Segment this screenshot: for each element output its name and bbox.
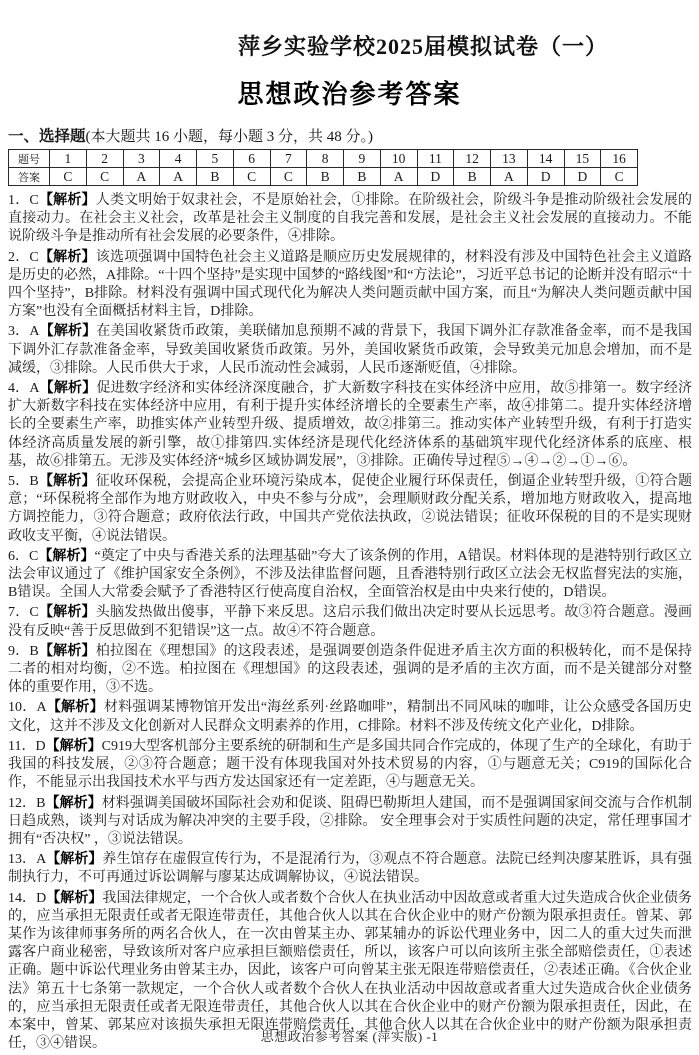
answer-cell: B [307, 168, 344, 186]
explanation-paragraph [8, 793, 692, 850]
question-number-cell: 7 [270, 150, 307, 168]
page-footer: 思想政治参考答案 (萍实版) -1 [260, 1029, 439, 1044]
analysis-tag: 【解析】 [45, 793, 102, 810]
explanation-paragraph [8, 546, 692, 603]
analysis-tag: 【解析】 [38, 191, 96, 207]
question-number-and-answer: 13．A [8, 852, 47, 868]
question-number-and-answer: 4．A [8, 381, 40, 397]
explanation-text: 促进数字经济和实体经济深度融合，扩大新数字科技在实体经济中应用，故⑤排第一。数字经济扩大新数字科技在实体经济中应用，有利于提升实体经济增长的全要素生产率，故④排第二。提升实体经济增长的全要素生产率，助推实体产业转型升级、提质增效，故②排第三。推动实体产业转型升级，有利于打造实体经济高质量发展的新引擎，故①排第四.实体经济是现代化经济体系的基础筑牢现代化经济体系的底座、根基，故⑥排第五。无涉及实体经济“城乡区域协调发展”，③排除。正确传导过程⑤→④→②→①→⑥。 [8, 381, 693, 469]
question-number-and-answer: 14．D [8, 890, 47, 906]
analysis-tag: 【解析】 [38, 603, 96, 620]
answer-cell: C [233, 168, 270, 186]
question-number-and-answer: 11．D [8, 738, 46, 754]
explanation-text: C919大型客机部分主要系统的研制和生产是多国共同合作完成的，体现了生产的全球化，有助于我国的科技发展，②③符合题意；题干没有体现我国对外技术贸易的内容，①与题意无关；C919的国际化合作，不能显示出我国技术水平与西方发达国家还有一定差距，④与题意无关。 [8, 738, 692, 791]
answer-cell: C [50, 168, 87, 186]
answer-row-label: 答案 [9, 168, 50, 186]
answer-cell: A [491, 168, 528, 186]
question-number-cell: 3 [123, 150, 160, 168]
question-number-cell: 2 [86, 150, 123, 168]
question-number-cell: 8 [307, 150, 344, 168]
explanation-paragraph [8, 190, 692, 247]
explanation-text: “奠定了中央与香港关系的法理基础”夸大了该条例的作用，A错误。材料体现的是港特别行政区立法会审议通过了《维护国家安全条例》，不涉及法律监督问题，且香港特别行政区立法会无权监督宪法的实施，B错误。全国人大常委会赋予了香港特区行使高度自治权，全面管治权是由中央来行使的，D错误。 [8, 548, 693, 601]
analysis-tag: 【解析】 [38, 546, 95, 563]
question-number-and-answer: 7．C [8, 605, 39, 621]
section-heading-detail: (本大题共 16 小题，每小题 3 分，共 48 分。) [85, 129, 374, 145]
explanation-text: 在美国收紧货币政策，美联储加息预期不减的背景下，我国下调外汇存款准备金率，而不是我国下调外汇存款准备金率，导致美国收紧货币政策。另外，美国收紧货币政策，会导致美元加息会增加，而不是减缓，③排除。人民币供大于求，人民币流动性会减弱，人民币逐渐贬值，④排除。 [8, 324, 693, 376]
explanation-text: 征收环保税，会提高企业环境污染成本，促使企业履行环保责任，倒逼企业转型升级，①符合题意；“环保税将全部作为地方财政收入，中央不参与分成”，会理顺财政分配关系，增加地方财政收入，提高地方调控能力，③符合题意；政府依法行政，中国共产党依法执政，②说法错误；征收环保税的目的不是实现财政收支平衡，④说法错误。 [8, 474, 693, 544]
question-number-and-answer: 12．B [8, 795, 46, 811]
analysis-tag: 【解析】 [46, 698, 104, 715]
question-number-and-answer: 6．C [8, 548, 39, 564]
explanation-text: 材料强调美国破坏国际社会劝和促谈、阻碍巴勒斯坦人建国，而不是强调国家间交流与合作机制日趋成熟，谈判与对话成为解决冲突的主要手段，②排除。 安全理事会对于实质性问题的决定，常任理事国才拥有“否决权” ，③说法错误。 [8, 795, 693, 847]
explanation-paragraph [8, 697, 692, 735]
question-number-and-answer: 9．B [8, 643, 39, 659]
question-number-and-answer: 3．A [8, 324, 40, 340]
question-number-cell: 1 [50, 150, 87, 168]
analysis-tag: 【解析】 [39, 322, 97, 339]
explanation-text: 材料强调某博物馆开发出“海丝系列·丝路咖啡”，精制出不同风味的咖啡，让公众感受各国历史文化，这并不涉及文化创新对人民群众文明素养的作用，C排除。材料不涉及传统文化产业化，D排除。 [8, 700, 692, 734]
answer-row [9, 168, 638, 186]
question-number-cell: 15 [564, 150, 601, 168]
question-number-cell: 16 [601, 150, 638, 168]
analysis-tag: 【解析】 [45, 736, 102, 753]
explanation-paragraph [8, 736, 692, 793]
answer-cell: B [344, 168, 381, 186]
question-number-cell: 13 [491, 150, 528, 168]
analysis-tag: 【解析】 [46, 888, 103, 905]
section-heading-lead: 一、选择题 [8, 128, 86, 145]
question-number-and-answer: 2．C [8, 249, 39, 265]
answer-cell: A [123, 168, 160, 186]
analysis-tag: 【解析】 [46, 850, 103, 867]
question-number-and-answer: 10．A [8, 700, 47, 716]
explanation-text: 我国法律规定，一个合伙人或者数个合伙人在执业活动中因故意或者重大过失造成合伙企业债务的，应当承担无限责任或者无限连带责任，其他合伙人以其在合伙企业中的财产份额为限承担责任。曾某、郭某作为该律师事务所的两名合伙人，在一次由曾某主办、郭某辅办的诉讼代理业务中，因二人的重大过失而泄露客户商业秘密，导致该所对客户应承担巨额赔偿责任，所以，该客户可以向该所主张全部赔偿责任，①表述正确。题中诉讼代理业务由曾某主办，因此，该客户可向曾某主张无限连带赔偿责任，②表述正确。《合伙企业法》第五十七条第一款规定，一个合伙人或者数个合伙人在执业活动中因故意或者重大过失造成合伙企业债务的，应当承担无限责任或者无限连带责任，其他合伙人以其在合伙企业中的财产份额为限承担责任，因此，在本案中，曾某、郭某应对该损失承担无限连带赔偿责任，其他合伙人以其在合伙企业中的财产份额为限承担责任，③④错误。 [8, 890, 693, 1052]
explanation-paragraph [8, 641, 692, 698]
explanation-paragraph [8, 849, 692, 887]
question-number-cell: 10 [380, 150, 417, 168]
explanation-text: 该选项强调中国特色社会主义道路是顺应历史发展规律的，材料没有涉及中国特色社会主义道路是历史的必然，A排除。“十四个坚持”是实现中国梦的“路线图”和“方法论”，习近平总书记的论断并没有昭示“十四个坚持”，B排除。材料没有强调中国式现代化为解决人类问题贡献中国方案，而且“为解决人类问题贡献中国方案”也没有全面概括材料主旨，D排除。 [8, 249, 693, 320]
analysis-tag: 【解析】 [38, 472, 96, 489]
question-number-cell: 14 [527, 150, 564, 168]
explanation-paragraph [8, 247, 692, 322]
question-number-and-answer: 5．B [8, 474, 39, 490]
answer-cell: D [417, 168, 454, 186]
question-number-cell: 9 [344, 150, 381, 168]
analysis-tag: 【解析】 [38, 641, 96, 658]
question-number-cell: 6 [233, 150, 270, 168]
document-title: 萍乡实验学校2025届模拟试卷（一） [238, 34, 609, 59]
answer-cell: C [601, 168, 638, 186]
explanation-paragraph [8, 602, 692, 640]
answer-cell: B [197, 168, 234, 186]
answer-cell: D [564, 168, 601, 186]
explanation-paragraph [8, 378, 692, 471]
explanation-text: 柏拉图在《理想国》的这段表述，是强调要创造条件促进矛盾主次方面的积极转化，而不是保持二者的相对均衡，②不选。柏拉图在《理想国》的这段表述，强调的是矛盾的主次方面，而不是关键部分对整体的重要作用，③不选。 [8, 643, 693, 696]
question-number-cell: 5 [197, 150, 234, 168]
answer-table [8, 149, 638, 186]
document-subtitle: 思想政治参考答案 [237, 79, 462, 109]
section-heading [8, 124, 699, 146]
question-number-cell: 11 [417, 150, 454, 168]
question-number-cell: 4 [160, 150, 197, 168]
analysis-tag: 【解析】 [38, 247, 96, 264]
question-number-and-answer: 1．C [8, 193, 39, 208]
explanations-section [8, 190, 692, 1053]
explanation-paragraph [8, 471, 692, 546]
explanation-text: 人类文明始于奴隶社会，不是原始社会，①排除。在阶级社会，阶级斗争是推动阶级社会发展的直接动力。在社会主义社会，改革是社会主义制度的自我完善和发展，是社会主义社会发展的直接动力。不能说阶级斗争是推动所有社会发展的必要条件，④排除。 [8, 193, 693, 245]
question-number-cell: 12 [454, 150, 491, 168]
answer-cell: C [270, 168, 307, 186]
answer-cell: B [454, 168, 491, 186]
explanation-text: 养生馆存在虚假宣传行为，不是混淆行为，③观点不符合题意。法院已经判决廖某胜诉，具有强制执行力，不可再通过诉讼调解与廖某达成调解协议，④说法错误。 [8, 852, 693, 886]
answer-cell: A [380, 168, 417, 186]
analysis-tag: 【解析】 [39, 379, 97, 396]
question-number-row-label: 题号 [9, 150, 50, 168]
answer-cell: C [86, 168, 123, 186]
question-number-row [9, 150, 638, 168]
answer-cell: A [160, 168, 197, 186]
explanation-text: 头脑发热做出傻事，平静下来反思。这启示我们做出决定时要从长远思考。故③符合题意。漫画没有反映“善于反思做到不犯错误”这一点。故④不符合题意。 [8, 605, 693, 639]
answer-cell: D [527, 168, 564, 186]
explanation-paragraph [8, 321, 692, 378]
